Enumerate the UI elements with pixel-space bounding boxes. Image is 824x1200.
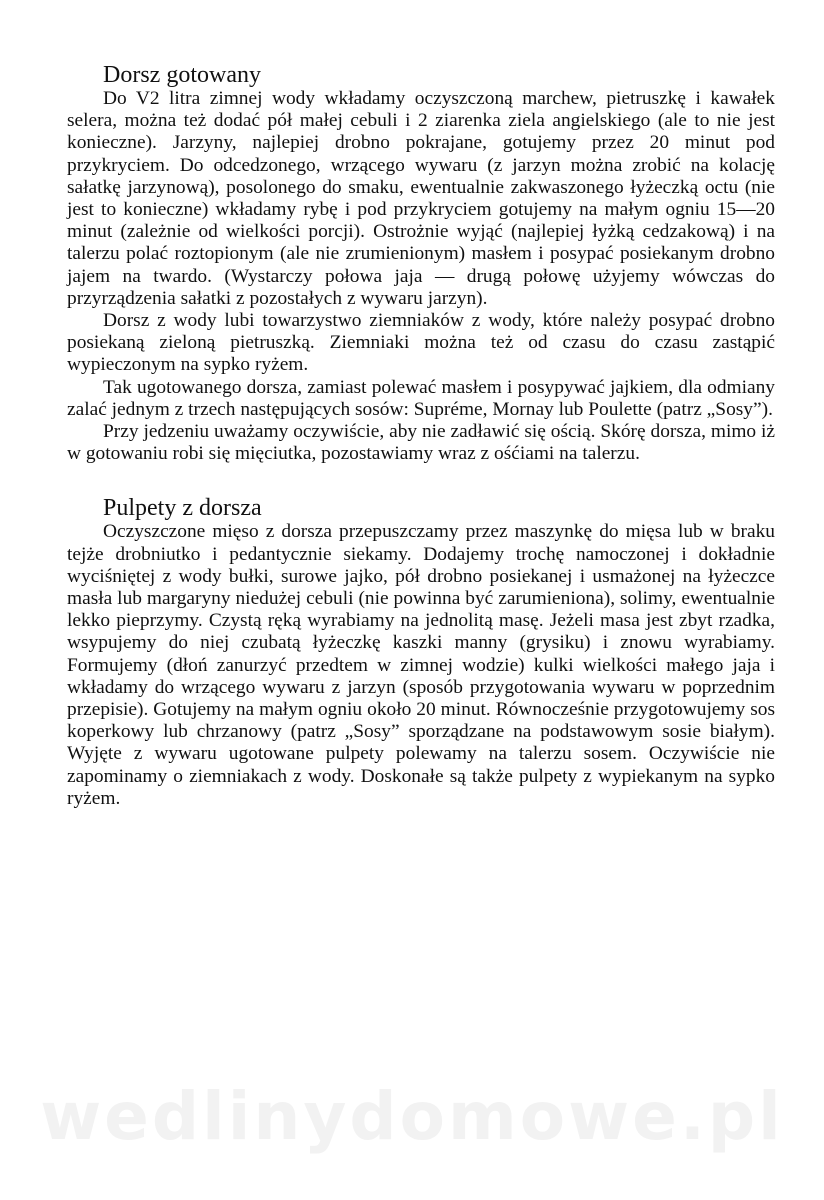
paragraph: Przy jedzeniu uważamy oczywiście, aby nie zadławić się ością. Skórę dorsza, mimo iż w gotowaniu robi się mięciutka, pozostawiamy wraz z ośćiami na talerzu. <box>67 421 775 465</box>
document-page <box>67 62 775 810</box>
recipe-title: Pulpety z dorsza <box>103 495 262 522</box>
paragraph: Dorsz z wody lubi towarzystwo ziemniaków z wody, które należy posypać drobno posiekaną zieloną pietruszką. Ziemniaki można też od czasu do czasu zastąpić wypieczonym na sypko ryżem. <box>67 310 775 376</box>
paragraph: Oczyszczone mięso z dorsza przepuszczamy przez maszynkę do mięsa lub w braku tejże drobniutko i pedantycznie siekamy. Dodajemy trochę namoczonej i dokładnie wyciśniętej z wody bułki, surowe jajko, pół drobno posiekanej i usmażonej na łyżeczce masła lub margaryny niedużej cebuli (nie powinna być zarumieniona), solimy, ewentualnie lekko pieprzymy. Czystą ręką wyrabiamy na jednolitą masę. Jeżeli masa jest zbyt rzadka, wsypujemy do niej czubatą łyżeczkę kaszki manny (grysiku) i znowu wyrabiamy. Formujemy (dłoń zanurzyć przedtem w zimnej wodzie) kulki wielkości małego jaja i wkładamy do wrzącego wywaru z jarzyn (sposób przygotowania wywaru w poprzednim przepisie). Gotujemy na małym ogniu około 20 minut. Równocześnie przygotowujemy sos koperkowy lub chrzanowy (patrz „Sosy” sporządzane na podstawowym sosie białym). Wyjęte z wywaru ugotowane pulpety polewamy na talerzu sosem. Oczywiście nie zapominamy o ziemniakach z wody. Doskonałe są także pulpety z wypiekanym na sypko ryżem. <box>67 521 775 809</box>
recipe-pulpety-z-dorsza <box>67 495 775 810</box>
recipe-dorsz-gotowany <box>67 62 775 465</box>
watermark: wedlinydomowe.pl <box>40 1078 784 1155</box>
recipe-title: Dorsz gotowany <box>103 62 261 88</box>
paragraph: Tak ugotowanego dorsza, zamiast polewać masłem i posypywać jajkiem, dla odmiany zalać jednym z trzech następujących sosów: Supréme, Mornay lub Poulette (patrz „Sosy”). <box>67 376 775 420</box>
paragraph: Do V2 litra zimnej wody wkładamy oczyszczoną marchew, pietruszkę i kawałek selera, można też dodać pół małej cebuli i 2 ziarenka ziela angielskiego (ale to nie jest konieczne). Jarzyny, najlepiej drobno pokrajane, gotujemy przez 20 minut pod przykryciem. Do odcedzonego, wrzącego wywaru (z jarzyn można zrobić na kolację sałatkę jarzynową), posolonego do smaku, ewentualnie zakwaszonego łyżeczką octu (nie jest to konieczne) wkładamy rybę i pod przykryciem gotujemy na małym ogniu 15—20 minut (zależnie od wielkości porcji). Ostrożnie wyjąć (najlepiej łyżką cedzakową) i na talerzu polać roztopionym (ale nie zrumienionym) masłem i posypać posiekanym drobno jajem na twardo. (Wystarczy połowa jaja — drugą połowę użyjemy wówczas do przyrządzenia sałatki z pozostałych z wywaru jarzyn). <box>67 88 775 309</box>
